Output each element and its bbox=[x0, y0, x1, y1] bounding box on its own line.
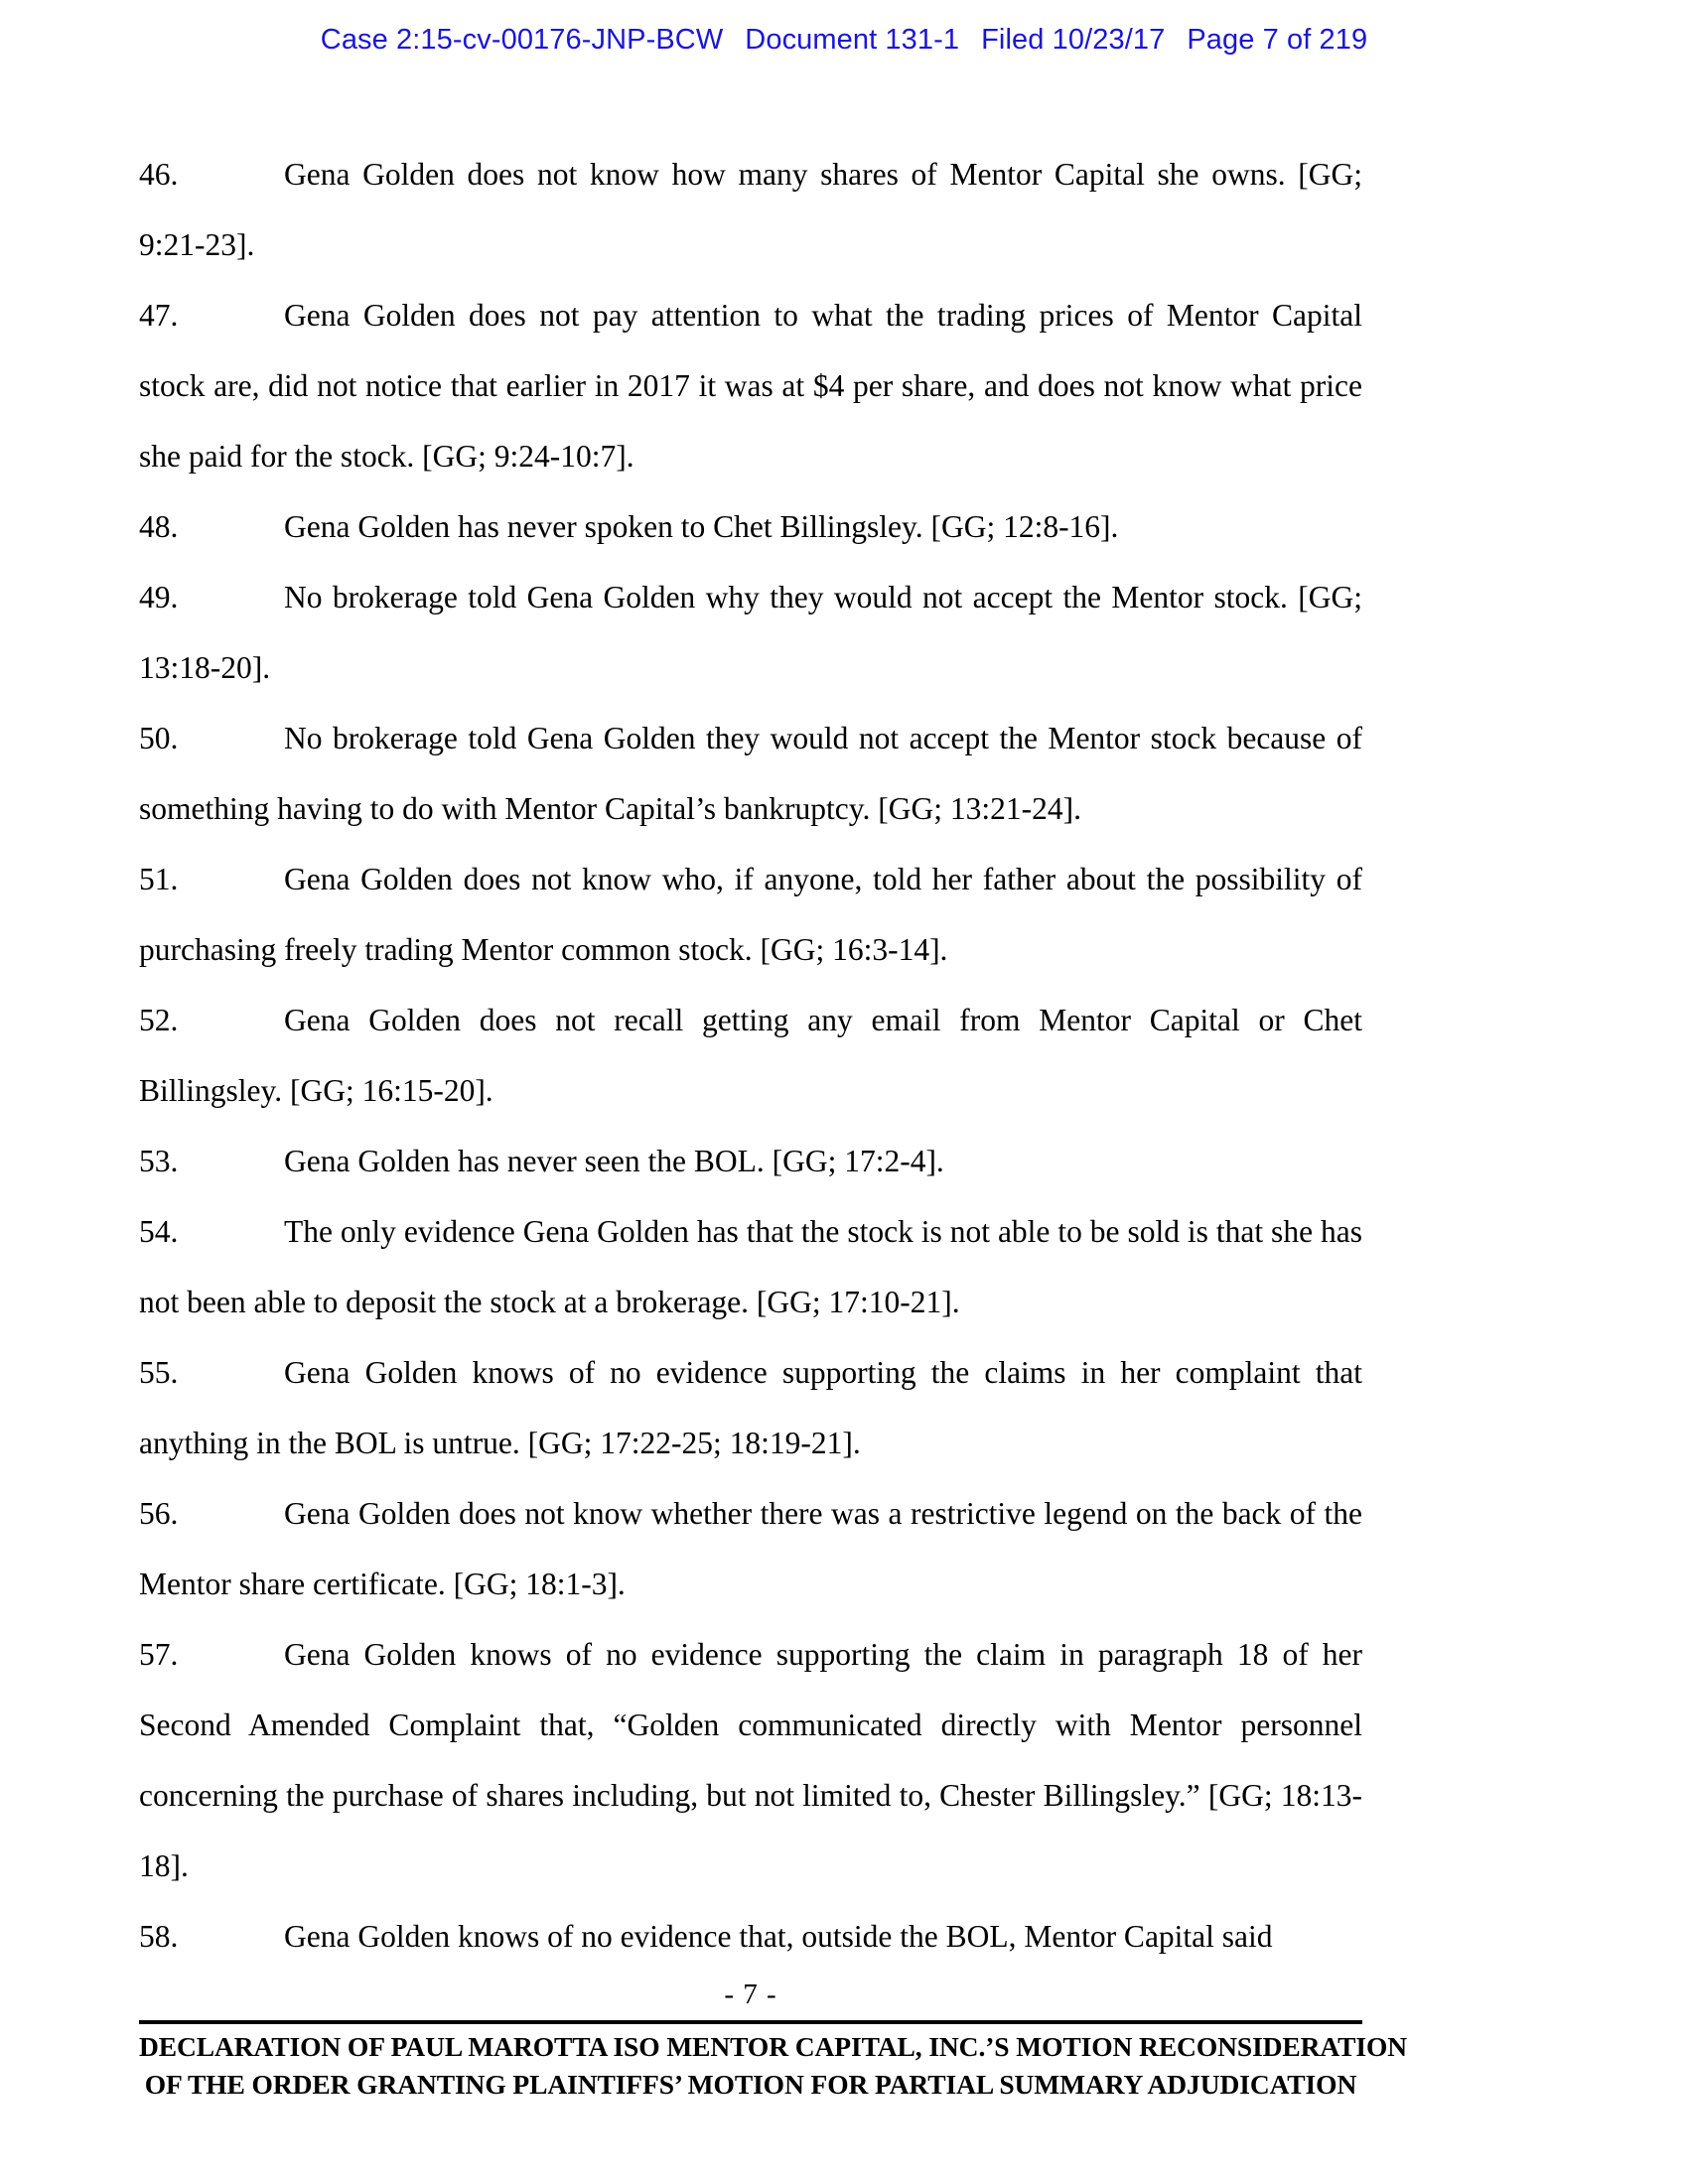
numbered-paragraph bbox=[139, 703, 1362, 844]
numbered-paragraph bbox=[139, 562, 1362, 703]
paragraph-number: 54. bbox=[139, 1214, 179, 1249]
page-footer bbox=[139, 1976, 1408, 2104]
numbered-paragraph bbox=[139, 1337, 1362, 1478]
paragraph-text: Gena Golden knows of no evidence supporting the claim in paragraph 18 of her Second Amended Complaint that, “Golden communicated directly with Mentor personnel concerning the purchase of shares including, but not limited to, Chester Billingsley.” [GG; 18:13-18]. bbox=[139, 1637, 1362, 1883]
document-number: Document 131-1 bbox=[745, 24, 960, 56]
numbered-paragraph bbox=[139, 1478, 1362, 1619]
paragraph-text: No brokerage told Gena Golden they would not accept the Mentor stock because of something having to do with Mentor Capital’s bankruptcy. [GG; 13:21-24]. bbox=[139, 721, 1362, 826]
paragraph-text: Gena Golden knows of no evidence that, outside the BOL, Mentor Capital said bbox=[284, 1919, 1273, 1954]
paragraph-number-lead bbox=[139, 1901, 284, 1972]
paragraph-number-lead bbox=[139, 703, 284, 773]
numbered-paragraph bbox=[139, 1901, 1362, 1972]
paragraph-text: Gena Golden does not know whether there was a restrictive legend on the back of the Mentor share certificate. [GG; 18:1-3]. bbox=[139, 1496, 1362, 1601]
paragraph-number-lead bbox=[139, 985, 284, 1055]
paragraph-number-lead bbox=[139, 1126, 284, 1196]
paragraph-number: 48. bbox=[139, 509, 179, 544]
paragraph-text: Gena Golden knows of no evidence supporting the claims in her complaint that anything in the BOL is untrue. [GG; 17:22-25; 18:19-21]. bbox=[139, 1355, 1362, 1460]
paragraph-number: 55. bbox=[139, 1355, 179, 1390]
numbered-paragraph bbox=[139, 1126, 1362, 1196]
numbered-paragraph bbox=[139, 1196, 1362, 1337]
paragraph-number: 46. bbox=[139, 157, 179, 192]
paragraph-text: Gena Golden does not know who, if anyone, told her father about the possibility of purchasing freely trading Mentor common stock. [GG; 16:3-14]. bbox=[139, 862, 1362, 967]
numbered-paragraph bbox=[139, 1619, 1362, 1901]
paragraph-number-lead bbox=[139, 1196, 284, 1267]
paragraph-text: Gena Golden has never spoken to Chet Billingsley. [GG; 12:8-16]. bbox=[284, 509, 1119, 544]
case-number: Case 2:15-cv-00176-JNP-BCW bbox=[320, 24, 724, 56]
paragraph-number: 53. bbox=[139, 1144, 179, 1178]
paragraph-number-lead bbox=[139, 139, 284, 209]
paragraph-number-lead bbox=[139, 844, 284, 914]
paragraph-number: 56. bbox=[139, 1496, 179, 1531]
numbered-paragraph bbox=[139, 985, 1362, 1126]
footer-title-line-2: OF THE ORDER GRANTING PLAINTIFFS’ MOTION FOR PARTIAL SUMMARY ADJUDICATION bbox=[144, 2069, 1357, 2100]
paragraph-number: 51. bbox=[139, 862, 179, 896]
numbered-paragraph bbox=[139, 139, 1362, 280]
paragraph-number: 58. bbox=[139, 1919, 179, 1954]
paragraph-number-lead bbox=[139, 491, 284, 562]
paragraph-number: 52. bbox=[139, 1003, 179, 1037]
numbered-paragraph bbox=[139, 280, 1362, 491]
footer-divider bbox=[139, 2020, 1362, 2024]
paragraph-text: Gena Golden has never seen the BOL. [GG; 17:2-4]. bbox=[284, 1144, 944, 1178]
paragraph-number: 49. bbox=[139, 580, 179, 614]
paragraph-text: Gena Golden does not know how many shares of Mentor Capital she owns. [GG; 9:21-23]. bbox=[139, 157, 1362, 262]
paragraph-number: 50. bbox=[139, 721, 179, 755]
paragraph-number-lead bbox=[139, 1619, 284, 1690]
paragraph-text: Gena Golden does not pay attention to what the trading prices of Mentor Capital stock are, did not notice that earlier in 2017 it was at $4 per share, and does not know what price she paid for the stock. [GG; 9:24-10:7]. bbox=[139, 298, 1362, 474]
numbered-paragraph bbox=[139, 491, 1362, 562]
paragraph-number-lead bbox=[139, 1478, 284, 1549]
paragraph-number-lead bbox=[139, 562, 284, 632]
filed-date: Filed 10/23/17 bbox=[981, 24, 1166, 56]
document-body bbox=[139, 139, 1362, 1972]
paragraph-text: No brokerage told Gena Golden why they would not accept the Mentor stock. [GG; 13:18-20]. bbox=[139, 580, 1362, 685]
paragraph-number-lead bbox=[139, 1337, 284, 1408]
numbered-paragraph bbox=[139, 844, 1362, 985]
paragraph-text: The only evidence Gena Golden has that the stock is not able to be sold is that she has not been able to deposit the stock at a brokerage. [GG; 17:10-21]. bbox=[139, 1214, 1362, 1319]
paragraph-number: 47. bbox=[139, 298, 179, 333]
paragraph-text: Gena Golden does not recall getting any email from Mentor Capital or Chet Billingsley. [GG; 16:15-20]. bbox=[139, 1003, 1362, 1108]
footer-title-line-1: DECLARATION OF PAUL MAROTTA ISO MENTOR CAPITAL, INC.’S MOTION RECONSIDERATION bbox=[139, 2031, 1408, 2062]
paragraph-number: 57. bbox=[139, 1637, 179, 1672]
paragraph-number-lead bbox=[139, 280, 284, 350]
footer-page-number: - 7 - bbox=[724, 1979, 777, 2010]
page-indicator: Page 7 of 219 bbox=[1187, 24, 1368, 56]
ecf-header-stamp bbox=[0, 24, 1688, 57]
